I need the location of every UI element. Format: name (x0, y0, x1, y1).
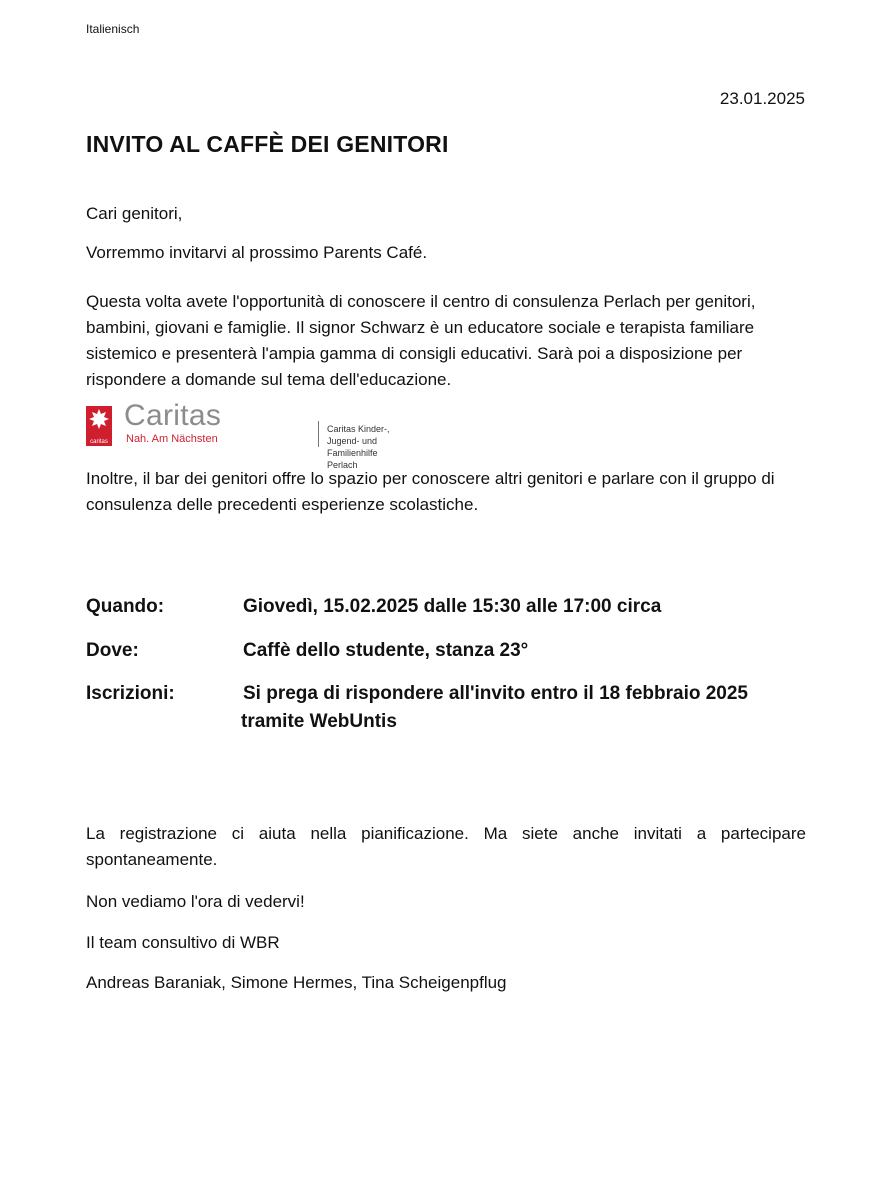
registration-note: La registrazione ci aiuta nella pianificazione. Ma siete anche invitati a partecipare spontaneamente. (86, 824, 806, 869)
salutation: Cari genitori, (86, 204, 183, 223)
detail-row-where (86, 637, 816, 667)
when-label: Quando: (86, 596, 165, 617)
team-signature: Il team consultivo di WBR (86, 933, 280, 952)
when-value: Giovedì, 15.02.2025 dalle 15:30 alle 17:00 circa (243, 596, 662, 617)
document-date: 23.01.2025 (719, 89, 805, 108)
signup-label: Iscrizioni: (86, 683, 175, 704)
logo-subtitle (327, 423, 406, 471)
detail-row-signup (86, 680, 816, 736)
signup-value-line-2: tramite WebUntis (241, 711, 397, 732)
logo-subtitle-line-2: Familienhilfe Perlach (327, 448, 378, 470)
caritas-logo (86, 399, 406, 470)
logo-subtitle-line-1: Caritas Kinder-, Jugend- und (327, 424, 390, 446)
logo-tagline: Nah. Am Nächsten (126, 433, 218, 445)
page-title: INVITO AL CAFFÈ DEI GENITORI (86, 131, 449, 157)
where-label: Dove: (86, 640, 139, 661)
closing-line: Non vediamo l'ora di vedervi! (86, 892, 305, 911)
body-paragraph-2: Inoltre, il bar dei genitori offre lo spazio per conoscere altri genitori e parlare con il gruppo di consulenza delle precedenti esperienze scolastiche. (86, 469, 775, 514)
caritas-cross-icon (86, 406, 112, 446)
detail-row-when (86, 593, 816, 623)
logo-divider (318, 421, 319, 447)
signup-value-line-1: Si prega di rispondere all'invito entro il 18 febbraio 2025 (243, 683, 748, 704)
logo-brand: Caritas (124, 399, 222, 432)
body-paragraph-1: Questa volta avete l'opportunità di conoscere il centro di consulenza Perlach per genitori, bambini, giovani e famiglie. Il signor Schwarz è un educatore sociale e terapista familiare sistemico e presenterà l'ampia gamma di consigli educativi. Sarà poi a disposizione per rispondere a domande sul tema dell'educazione. (86, 292, 756, 389)
logo-icon-caption: caritas (90, 439, 108, 445)
team-names: Andreas Baraniak, Simone Hermes, Tina Scheigenpflug (86, 973, 507, 992)
intro-text: Vorremmo invitarvi al prossimo Parents Café. (86, 243, 428, 262)
where-value: Caffè dello studente, stanza 23° (243, 640, 529, 661)
language-label: Italienisch (86, 22, 140, 36)
